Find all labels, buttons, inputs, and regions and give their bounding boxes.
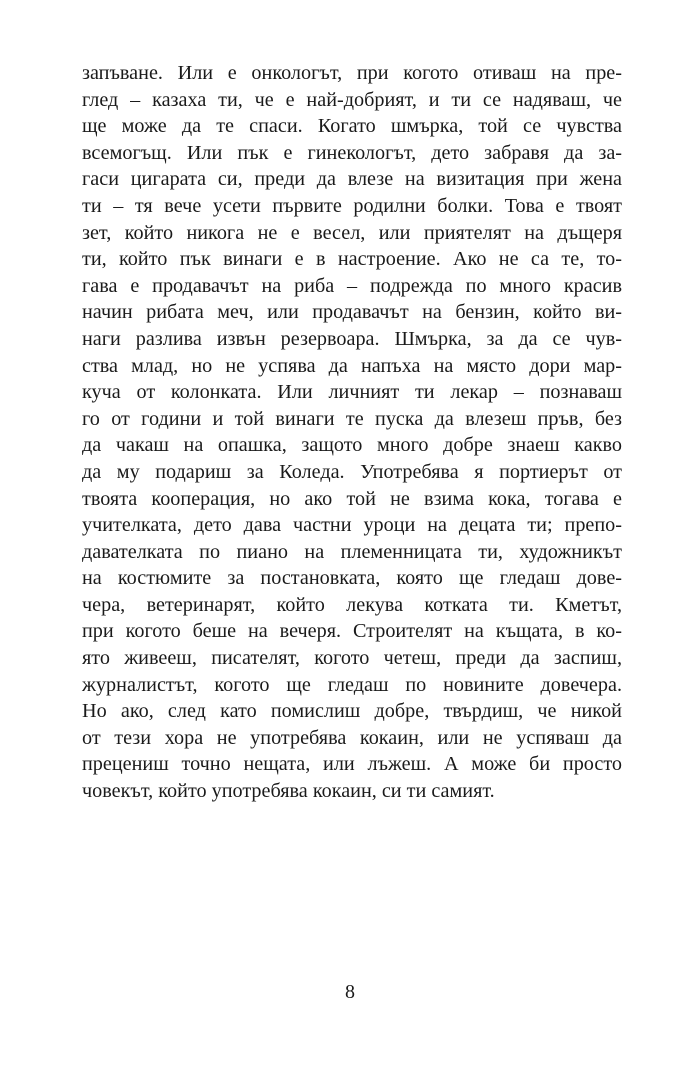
text-line: ято живееш, писателят, когото четеш, преди да заспиш,	[82, 647, 622, 670]
text-line: ти – тя вече усети първите родилни болки. Това е твоят	[82, 194, 622, 217]
text-line: начин рибата меч, или продавачът на бензин, който ви-	[82, 301, 622, 324]
text-line: на костюмите за постановката, която ще гледаш дове-	[82, 567, 622, 590]
text-line: давателката по пиано на племенницата ти, художникът	[82, 540, 622, 563]
text-line: зет, който никога не е весел, или приятелят на дъщеря	[82, 221, 622, 244]
text-line: всемогъщ. Или пък е гинекологът, дето забравя да за-	[82, 141, 622, 164]
text-line: Но ако, след като помислиш добре, твърдиш, че никой	[82, 700, 622, 723]
text-line: глед – казаха ти, че е най-добрият, и ти се надяваш, че	[82, 88, 622, 111]
text-line: човекът, който употребява кокаин, си ти самият.	[82, 780, 495, 803]
text-line: наги разлива извън резервоара. Шмърка, за да се чув-	[82, 327, 622, 350]
text-line: чера, ветеринарят, който лекува котката ти. Кметът,	[82, 593, 622, 616]
text-line: ства млад, но не успява да напъха на място дори мар-	[82, 354, 622, 377]
text-line: да му подариш за Коледа. Употребява я портиерът от	[82, 460, 622, 483]
text-line: куча от колонката. Или личният ти лекар – познаваш	[82, 381, 622, 404]
text-line: от тези хора не употребява кокаин, или не успяваш да	[82, 726, 622, 749]
text-line: го от години и той винаги те пуска да влезеш пръв, без	[82, 407, 622, 430]
text-line: прецениш точно нещата, или лъжеш. А може би просто	[82, 753, 622, 776]
page-number: 8	[345, 981, 355, 1003]
text-line: учителката, дето дава частни уроци на децата ти; препо-	[82, 514, 622, 537]
text-line: ти, който пък винаги е в настроение. Ако не са те, то-	[82, 248, 622, 271]
text-line: гаси цигарата си, преди да влезе на визитация при жена	[82, 168, 622, 191]
text-line: журналистът, когото ще гледаш по новините довечера.	[82, 673, 622, 696]
text-line: гава е продавачът на риба – подрежда по много красив	[82, 274, 622, 297]
body-text	[82, 60, 622, 805]
text-line: ще може да те спаси. Когато шмърка, той се чувства	[82, 115, 622, 138]
text-line: твоята кооперация, но ако той не взима кока, тогава е	[82, 487, 622, 510]
text-line: запъване. Или е онкологът, при когото отиваш на пре-	[82, 62, 622, 84]
text-line: да чакаш на опашка, защото много добре знаеш какво	[82, 434, 622, 457]
text-line: при когото беше на вечеря. Строителят на къщата, в ко-	[82, 620, 622, 643]
